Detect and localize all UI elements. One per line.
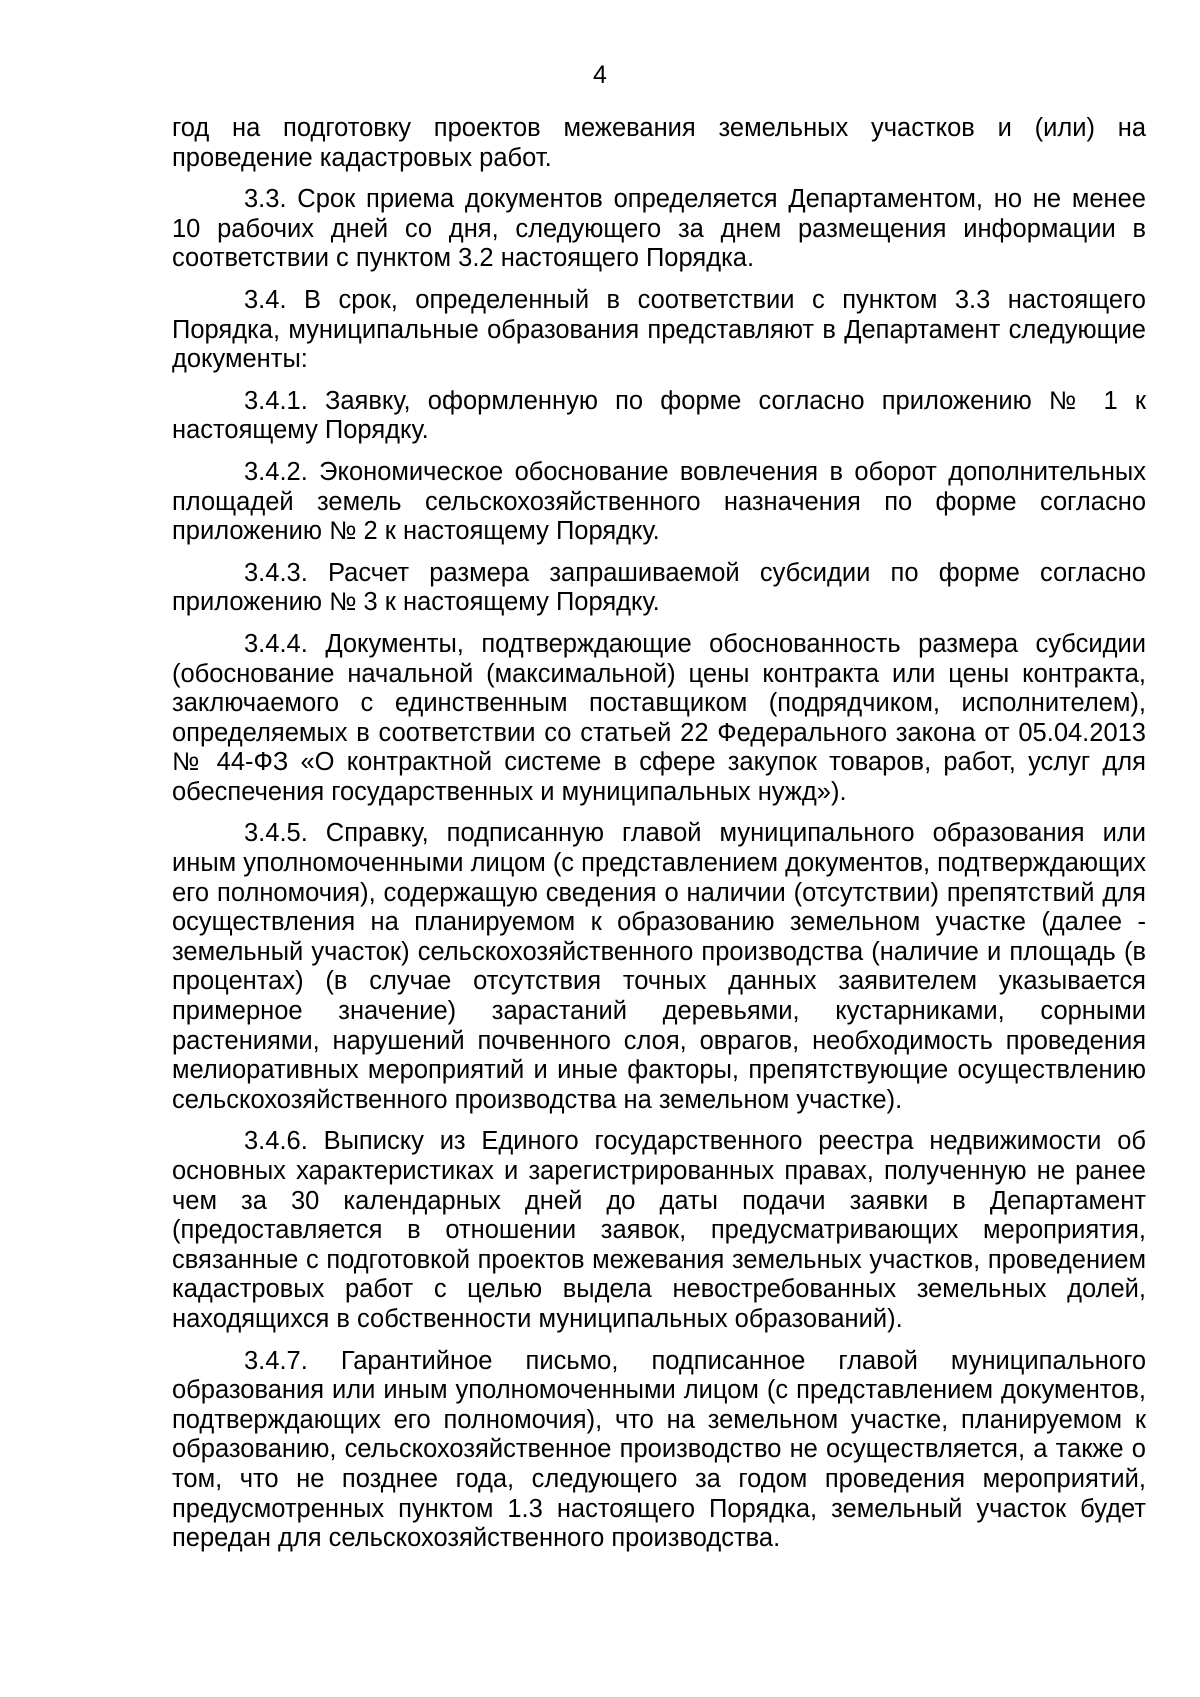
document-body — [172, 114, 1146, 1566]
paragraph-3-4-2: 3.4.2. Экономическое обоснование вовлечения в оборот дополнительных площадей земель сельскохозяйственного назначения по форме согласно приложению № 2 к настоящему Порядку. — [172, 457, 1146, 546]
paragraph-3-4-1: 3.4.1. Заявку, оформленную по форме согласно приложению № 1 к настоящему Порядку. — [172, 386, 1146, 445]
paragraph-3-4-3: 3.4.3. Расчет размера запрашиваемой субсидии по форме согласно приложению № 3 к настоящему Порядку. — [172, 558, 1146, 617]
paragraph-3-3: 3.3. Срок приема документов определяется Департаментом, но не менее 10 рабочих дней со дня, следующего за днем размещения информации в соответствии с пунктом 3.2 настоящего Порядка. — [172, 185, 1146, 273]
paragraph-3-4-4: 3.4.4. Документы, подтверждающие обоснованность размера субсидии (обоснование начальной (максимальной) цены контракта или цены контракта, заключаемого с единственным поставщиком (подрядчиком, исполнителем), определяемых в соответствии со статьей 22 Федерального закона от 05.04.2013 № 44-ФЗ «О контрактной системе в сфере закупок товаров, работ, услуг для обеспечения государственных и муниципальных нужд»). — [172, 629, 1146, 806]
paragraph-3-4-7: 3.4.7. Гарантийное письмо, подписанное главой муниципального образования или иным уполномоченными лицом (с представлением документов, подтверждающих его полномочия), что на земельном участке, планируемом к образованию, сельскохозяйственное производство не осуществляется, а также о том, что не позднее года, следующего за годом проведения мероприятий, предусмотренных пунктом 1.3 настоящего Порядка, земельный участок будет передан для сельскохозяйственного производства. — [172, 1346, 1146, 1553]
paragraph-continuation: год на подготовку проектов межевания земельных участков и (или) на проведение кадастровых работ. — [172, 114, 1146, 172]
page-number: 4 — [593, 61, 607, 89]
paragraph-3-4-5: 3.4.5. Справку, подписанную главой муниципального образования или иным уполномоченными лицом (с представлением документов, подтверждающих его полномочия), содержащую сведения о наличии (отсутствии) препятствий для осуществления на планируемом к образованию земельном участке (далее - земельный участок) сельскохозяйственного производства (наличие и площадь (в процентах) (в случае отсутствия точных данных заявителем указывается примерное значение) зарастаний деревьями, кустарниками, сорными растениями, нарушений почвенного слоя, оврагов, необходимость проведения мелиоративных мероприятий и иные факторы, препятствующие осуществлению сельскохозяйственного производства на земельном участке). — [172, 819, 1146, 1114]
paragraph-3-4: 3.4. В срок, определенный в соответствии с пунктом 3.3 настоящего Порядка, муниципальные образования представляют в Департамент следующие документы: — [172, 285, 1146, 374]
paragraph-3-4-6: 3.4.6. Выписку из Единого государственного реестра недвижимости об основных характеристиках и зарегистрированных правах, полученную не ранее чем за 30 календарных дней до даты подачи заявки в Департамент (предоставляется в отношении заявок, предусматривающих мероприятия, связанные с подготовкой проектов межевания земельных участков, проведением кадастровых работ с целью выдела невостребованных земельных долей, находящихся в собственности муниципальных образований). — [172, 1127, 1146, 1333]
